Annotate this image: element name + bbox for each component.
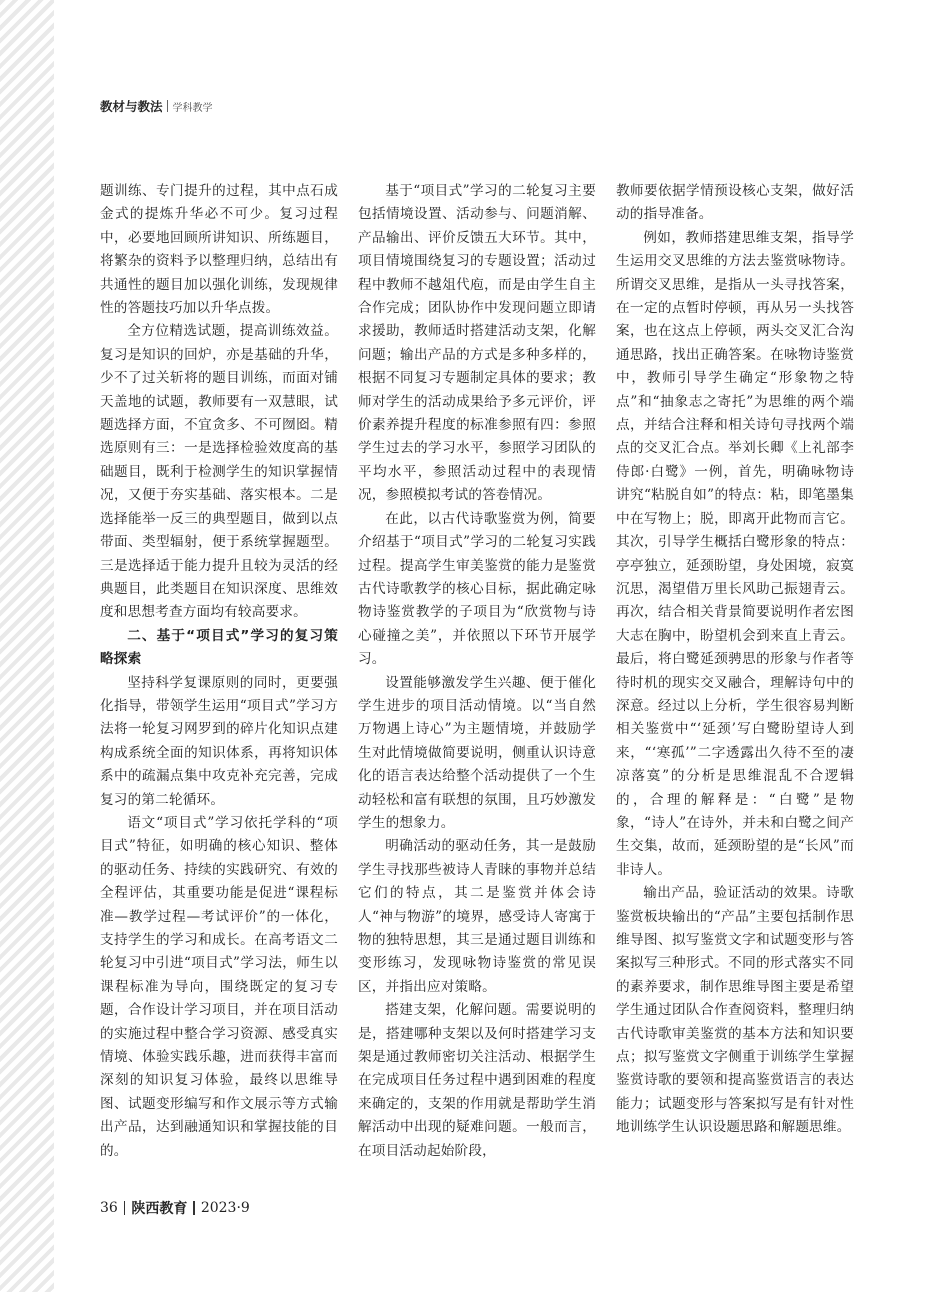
paragraph: 输出产品，验证活动的效果。诗歌鉴赏板块输出的“产品”主要包括制作思维导图、拟写鉴赏文字和试题变形与答案拟写三种形式。不同的形式落实不同的素养要求，制作思维导图主要是希望学生通过团队合作查阅资料，整理归纳古代诗歌审美鉴赏的基本方法和知识要点；拟写鉴赏文字侧重于训练学生掌握鉴赏诗歌的要领和提高鉴赏语言的表达能力；试题变形与答案拟写是有针对性地训练学生认识设题思路和解题思维。 xyxy=(616,885,854,1136)
paragraph: 教师要依据学情预设核心支架，做好活动的指导准备。 xyxy=(616,183,854,223)
paragraph: 在此，以古代诗歌鉴赏为例，简要介绍基于“项目式”学习的二轮复习实践过程。提高学生审美鉴赏的能力是鉴赏古代诗歌教学的核心目标，据此确定咏物诗鉴赏教学的子项目为“欣赏物与诗心碰撞之美”，并依照以下环节开展学习。 xyxy=(358,510,596,668)
paragraph: 基于“项目式”学习的二轮复习主要包括情境设置、活动参与、问题消解、产品输出、评价反馈五大环节。其中，项目情境围绕复习的专题设置；活动过程中教师不越俎代庖，而是由学生自主合作完成；团队协作中发现问题立即请求援助，教师适时搭建活动支架，化解问题；输出产品的方式是多种多样的，根据不同复习专题制定具体的要求；教师对学生的活动成果给予多元评价，评价素养提升程度的标准参照有四：参照学生过去的学习水平，参照学习团队的平均水平，参照活动过程中的表现情况，参照模拟考试的答卷情况。 xyxy=(358,183,596,504)
paragraph: 搭建支架，化解问题。需要说明的是，搭建哪种支架以及何时搭建学习支架是通过教师密切关注活动、根据学生在完成项目任务过程中遇到困难的程度来确定的，支架的作用就是帮助学生消解活动中出现的疑难问题。一般而言，在项目活动起始阶段， xyxy=(358,1002,596,1159)
issue-number: 2023·9 xyxy=(200,1200,250,1216)
paragraph: 明确活动的驱动任务，其一是鼓励学生寻找那些被诗人青睐的事物并总结它们的特点，其二是鉴赏并体会诗人“神与物游”的境界，感受诗人寄寓于物的独特思想，其三是通过题目训练和变形练习，发现咏物诗鉴赏的常见误区，并指出应对策略。 xyxy=(358,838,596,995)
paragraph: 题训练、专门提升的过程，其中点石成金式的提炼升华必不可少。复习过程中，必要地回顾所讲知识、所练题目，将繁杂的资料予以整理归纳，总结出有共通性的题目加以强化训练，发现规律性的答题技巧加以升华点拨。 xyxy=(100,183,338,317)
paragraph: 设置能够激发学生兴趣、便于催化学生进步的项目活动情境。以“当自然万物遇上诗心”为主题情境，并鼓励学生对此情境做简要说明，侧重认识诗意化的语言表达给整个活动提供了一个生动轻松和富有联想的氛围，且巧妙激发学生的想象力。 xyxy=(358,674,596,831)
header-divider xyxy=(167,100,168,112)
paragraph: 例如，教师搭建思维支架，指导学生运用交叉思维的方法去鉴赏咏物诗。所谓交叉思维，是指从一头寻找答案，在一定的点暂时停顿，再从另一头找答案，也在这点上停顿，两头交叉汇合沟通思路，找出正确答案。在咏物诗鉴赏中，教师引导学生确定“形象物之特点”和“抽象志之寄托”为思维的两个端点，并结合注释和相关诗句寻找两个端点的交叉汇合点。举刘长卿《上礼部李侍郎·白鹭》一例，首先，明确咏物诗讲究“粘脱自如”的特点：粘，即笔墨集中在写物上；脱，即离开此物而言它。其次，引导学生概括白鹭形象的特点：亭亭独立，延颈盼望，身处困境，寂寞沉思，渴望借万里长风助己振翅青云。再次，结合相关背景简要说明作者宏图大志在胸中，盼望机会到来直上青云。最后，将白鹭延颈骋思的形象与作者等待时机的现实交叉融合，理解诗句中的深意。经过以上分析，学生很容易判断相关鉴赏中“‘延颈’写白鹭盼望诗人到来，“‘寒孤’”二字透露出久待不至的凄凉落寞”的分析是思维混乱不合逻辑的，合理的解释是：“白鹭”是物象，“诗人”在诗外，并未和白鹭之间产生交集，故而，延颈盼望的是“长风”而非诗人。 xyxy=(616,229,854,878)
paragraph: 坚持科学复课原则的同时，更要强化指导，带领学生运用“项目式”学习方法将一轮复习网罗到的碎片化知识点建构成系统全面的知识体系，再将知识体系中的疏漏点集中攻克补充完善，完成复习的第二轮循环。 xyxy=(100,674,338,808)
text-column-1 xyxy=(100,180,338,1163)
section-heading: 二、基于“项目式”学习的复习策略探索 xyxy=(100,627,338,668)
page-number: 36 xyxy=(100,1200,118,1216)
subsection-title: 学科教学 xyxy=(172,102,213,114)
paragraph: 全方位精选试题，提高训练效益。复习是知识的回炉，亦是基础的升华，少不了过关斩将的题目训练，而面对铺天盖地的试题，教师要有一双慧眼，试题选择方面，不宜贪多、不可囫囵。精选原则有三：一是选择检验效度高的基础题目，既利于检测学生的知识掌握情况，又便于夯实基础、落实根本。二是选择能举一反三的典型题目，做到以点带面、类型辐射，便于系统掌握题型。三是选择适于能力提升且较为灵活的经典题目，此类题目在知识深度、思维效度和思想考查方面均有较高要求。 xyxy=(100,323,338,621)
page-footer xyxy=(100,1198,250,1218)
paragraph: 语文“项目式”学习依托学科的“项目式”特征，如明确的核心知识、整体的驱动任务、持续的实践研究、有效的全程评估，其重要功能是促进“课程标准—教学过程—考试评价”的一体化，支持学生的学习和成长。在高考语文二轮复习中引进“项目式”学习法，师生以课程标准为导向，围绕既定的复习专题，合作设计学习项目，并在项目活动的实施过程中整合学习资源、感受真实情境、体验实践乐趣，进而获得丰富而深刻的知识复习体验，最终以思维导图、试题变形编写和作文展示等方式输出产品，达到融通知识和掌握技能的目的。 xyxy=(100,814,338,1159)
text-column-3 xyxy=(616,180,854,1140)
journal-name: 陕西教育 xyxy=(131,1201,188,1217)
footer-divider xyxy=(193,1201,195,1215)
footer-divider xyxy=(124,1201,126,1215)
text-column-2 xyxy=(358,180,596,1163)
page-header xyxy=(100,97,213,115)
section-title: 教材与教法 xyxy=(100,99,163,114)
decorative-margin-stripe xyxy=(0,0,54,1292)
